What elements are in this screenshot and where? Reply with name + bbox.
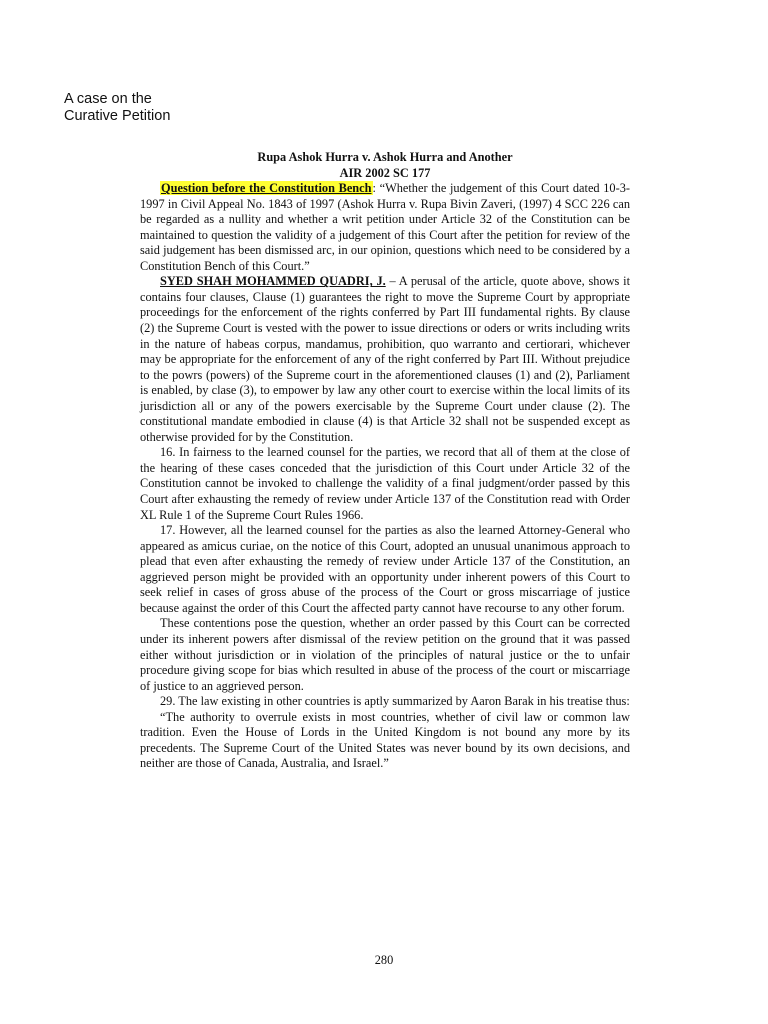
question-text: : “Whether the judgement of this Court dated 10-3-1997 in Civil Appeal No. 1843 of 1997 (Ashok Hurra v. Rupa Bivin Zaveri, (1997) 4 SCC 226 can be regarded as a nullity and whether a writ petition under Article 32 of the Constitution can be maintained to question the validity of a judgement of this Court after the petition for review of the said judgement has been dismissed arc, in our opinion, questions which need to be considered by a Constitution Bench of this Court.” <box>140 181 630 273</box>
paragraph-29: 29. The law existing in other countries is aptly summarized by Aaron Barak in his treatise thus: <box>160 694 630 709</box>
caption-line-1: A case on the <box>64 91 152 107</box>
document-page <box>140 150 630 772</box>
question-paragraph <box>140 181 630 274</box>
contentions-paragraph: These contentions pose the question, whether an order passed by this Court can be corrected under its inherent powers after dismissal of the review petition on the ground that it was passed either without jurisdiction or in violation of the principles of natural justice or the to unfair procedure giving scope for bias which resulted in abuse of the process of the court or miscarriage of justice to an aggrieved person. <box>140 616 630 693</box>
judge-name: SYED SHAH MOHAMMED QUADRI, J. <box>160 274 386 289</box>
barak-quote: “The authority to overrule exists in most countries, whether of civil law or common law tradition. Even the House of Lords in the United Kingdom is not bound any more by its precedents. The Supreme Court of the United States was never bound by its own decisions, and neither are those of Canada, Australia, and Israel.” <box>140 709 630 771</box>
caption-line-2: Curative Petition <box>64 108 171 124</box>
paragraph-17: 17. However, all the learned counsel for the parties as also the learned Attorney-General who appeared as amicus curiae, on the notice of this Court, adopted an unusual unanimous approach to plead that even after exhausting the remedy of review under Article 137 of the Constitution, an aggrieved person might be provided with an opportunity under inherent powers of this Court to seek relief in cases of gross abuse of the process of the Court or gross miscarriage of justice because against the order of this Court the affected party cannot have recourse to any other forum. <box>140 523 630 615</box>
question-label: Question before the Constitution Bench <box>161 181 372 196</box>
case-citation: AIR 2002 SC 177 <box>339 165 431 180</box>
document-caption <box>64 91 170 125</box>
page-number: 280 <box>374 953 394 967</box>
case-title: Rupa Ashok Hurra v. Ashok Hurra and Another <box>257 150 513 164</box>
judgment-paragraph <box>140 274 630 445</box>
judgment-text: – A perusal of the article, quote above, shows it contains four clauses, Clause (1) guarantees the right to move the Supreme Court by appropriate proceedings for the enforcement of the rights conferred by Part III fundamental rights. By clause (2) the Supreme Court is vested with the power to issue directions or oders or writs including writs in the nature of habeas corpus, mandamus, prohibition, quo warranto and certiorari, whichever may be appropriate for the enforcement of any of the right conferred by Part III. Without prejudice to the powrs (powers) of the Supreme court in the aforementioned clauses (1) and (2), Parliament is enabled, by clase (3), to empower by law any other court to exercise within the local limits of its jurisdiction all or any of the powers exercisable by the Supreme Court under clause (2). The constitutional mandate embodied in clause (4) is that Article 32 shall not be suspended except as otherwise provided for by the Constitution. <box>140 274 631 444</box>
paragraph-16: 16. In fairness to the learned counsel for the parties, we record that all of them at the close of the hearing of these cases conceded that the jurisdiction of this Court under Article 32 of the Constitution cannot be invoked to challenge the validity of a final judgment/order passed by this Court after exhausting the remedy of review under Article 137 of the Constitution read with Order XL Rule 1 of the Supreme Court Rules 1966. <box>140 445 630 522</box>
